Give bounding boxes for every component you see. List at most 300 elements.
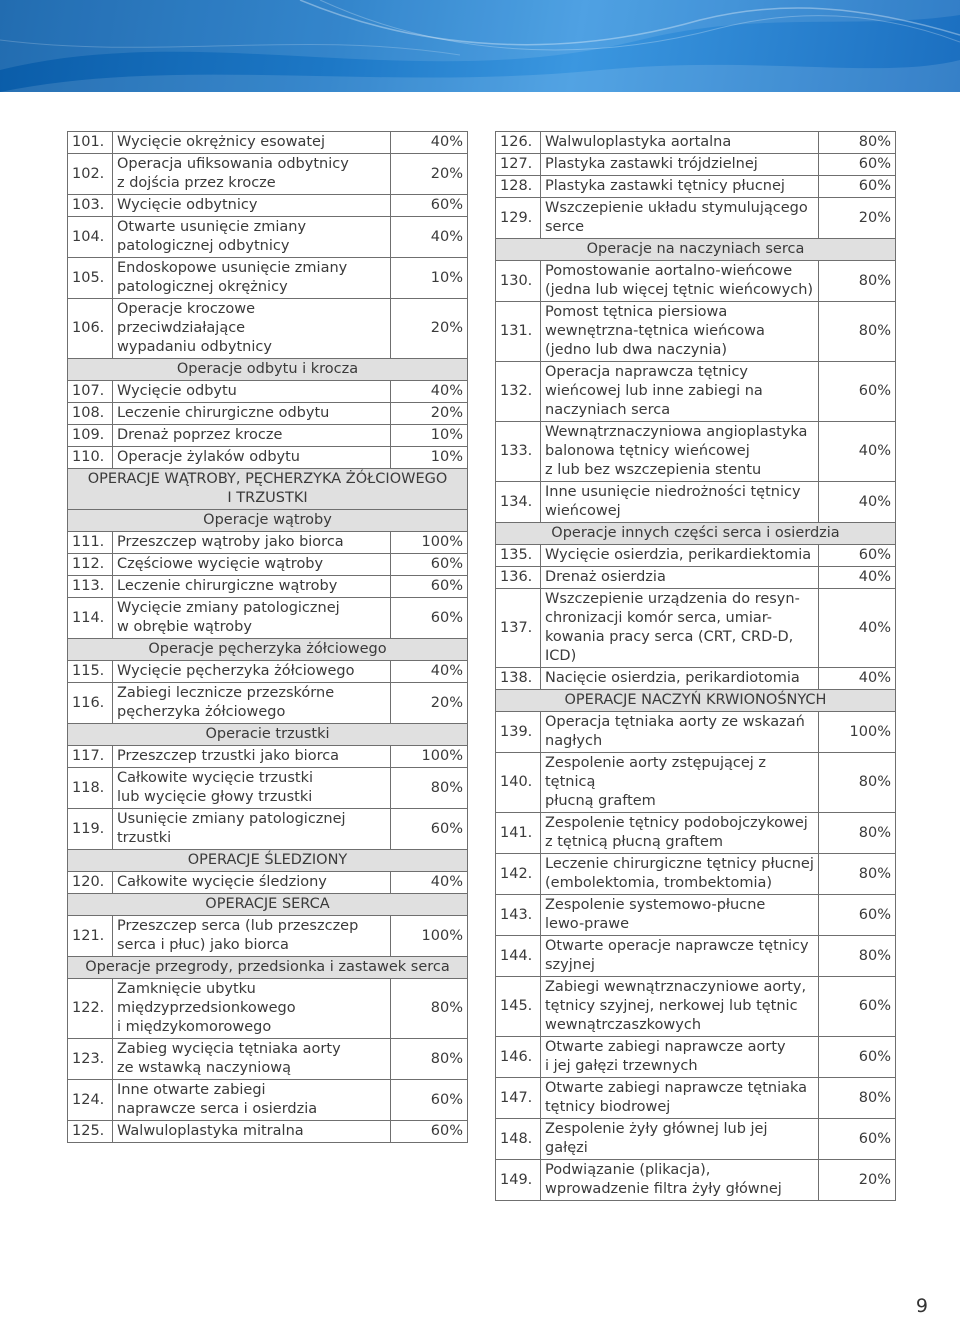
procedure-name — [541, 261, 819, 302]
procedure-name — [541, 936, 819, 977]
procedure-name-line: lewo-prawe — [545, 916, 630, 932]
procedure-number: 131. — [496, 302, 541, 362]
procedure-number: 108. — [68, 403, 113, 425]
procedure-number: 127. — [496, 154, 541, 176]
procedure-name-line: Leczenie chirurgiczne odbytu — [117, 405, 330, 421]
procedure-name-line: pęcherzyka żółciowego — [117, 704, 286, 720]
table-row — [68, 768, 468, 809]
procedure-number: 143. — [496, 895, 541, 936]
procedure-name — [541, 753, 819, 813]
procedure-number: 105. — [68, 258, 113, 299]
procedure-name-line: Leczenie chirurgiczne wątroby — [117, 578, 338, 594]
procedure-name-line: Wszczepienie urządzenia do resyn- — [545, 591, 800, 607]
procedure-name-line: wieńcowej — [545, 503, 621, 519]
procedure-name — [541, 977, 819, 1037]
procedure-name — [541, 567, 819, 589]
section-header — [68, 724, 468, 746]
procedure-name — [113, 1039, 391, 1080]
benefit-percent: 100% — [391, 916, 468, 957]
table-row — [496, 482, 896, 523]
procedure-number: 123. — [68, 1039, 113, 1080]
procedure-number: 146. — [496, 1037, 541, 1078]
table-row — [68, 872, 468, 894]
table-row — [496, 422, 896, 482]
table-row — [496, 302, 896, 362]
procedure-name-line: serca i płuc) jako biorca — [117, 937, 289, 953]
procedure-name — [541, 132, 819, 154]
table-row — [496, 1078, 896, 1119]
procedure-name-line: naczyniach serca — [545, 402, 671, 418]
benefit-percent: 60% — [391, 1121, 468, 1143]
benefit-percent: 60% — [391, 195, 468, 217]
table-row — [496, 154, 896, 176]
procedure-name-line: Zamknięcie ubytku — [117, 981, 256, 997]
procedure-name-line: Wycięcie odbytu — [117, 383, 237, 399]
procedure-number: 135. — [496, 545, 541, 567]
procedure-name — [541, 482, 819, 523]
procedure-number: 116. — [68, 683, 113, 724]
procedure-number: 114. — [68, 598, 113, 639]
procedure-number: 107. — [68, 381, 113, 403]
section-title-line: Operacie trzustki — [205, 726, 330, 742]
procedure-name-line: Usunięcie zmiany patologicznej — [117, 811, 346, 827]
procedure-name-line: tętnicy szyjnej, nerkowej lub tętnic — [545, 998, 798, 1014]
section-title — [68, 850, 468, 872]
procedure-name-line: Walwuloplastyka mitralna — [117, 1123, 304, 1139]
procedure-number: 125. — [68, 1121, 113, 1143]
benefit-percent: 60% — [819, 1037, 896, 1078]
procedure-name — [541, 302, 819, 362]
procedure-name — [541, 1078, 819, 1119]
table-row — [496, 545, 896, 567]
procedure-name — [113, 683, 391, 724]
section-title-line: Operacje na naczyniach serca — [586, 241, 805, 257]
procedure-name — [113, 661, 391, 683]
procedure-name-line: Pomost tętnica piersiowa — [545, 304, 728, 320]
procedure-name — [113, 872, 391, 894]
procedure-name — [113, 979, 391, 1039]
procedure-name — [541, 545, 819, 567]
benefit-percent: 10% — [391, 447, 468, 469]
benefit-percent: 60% — [391, 554, 468, 576]
procedure-name-line: Przeszczep trzustki jako biorca — [117, 748, 340, 764]
procedure-name — [541, 854, 819, 895]
procedure-number: 149. — [496, 1160, 541, 1201]
procedure-name — [541, 813, 819, 854]
procedure-name-line: wewnątrczaszkowych — [545, 1017, 702, 1033]
table-row — [68, 132, 468, 154]
procedure-name-line: Endoskopowe usunięcie zmiany — [117, 260, 348, 276]
section-title — [68, 894, 468, 916]
benefit-percent: 80% — [819, 302, 896, 362]
procedure-name-line: nagłych — [545, 733, 603, 749]
procedure-name — [113, 403, 391, 425]
procedure-name — [541, 176, 819, 198]
section-title-line: OPERACJE WĄTROBY, PĘCHERZYKA ŻÓŁCIOWEGO — [87, 471, 448, 487]
benefit-percent: 60% — [819, 362, 896, 422]
procedure-name-line: Operacje żylaków odbytu — [117, 449, 300, 465]
table-row — [496, 261, 896, 302]
procedure-number: 132. — [496, 362, 541, 422]
table-row — [68, 683, 468, 724]
section-title — [68, 359, 468, 381]
procedure-name — [541, 668, 819, 690]
procedure-number: 136. — [496, 567, 541, 589]
procedure-name — [541, 712, 819, 753]
table-row — [496, 362, 896, 422]
procedure-number: 119. — [68, 809, 113, 850]
benefit-percent: 20% — [391, 299, 468, 359]
table-row — [68, 1080, 468, 1121]
table-row — [68, 447, 468, 469]
section-title — [68, 724, 468, 746]
procedure-name-line: Pomostowanie aortalno-wieńcowe — [545, 263, 793, 279]
table-row — [496, 1160, 896, 1201]
procedure-name — [113, 809, 391, 850]
section-header — [496, 523, 896, 545]
procedure-number: 124. — [68, 1080, 113, 1121]
benefit-percent: 80% — [819, 261, 896, 302]
benefit-percent: 80% — [819, 1078, 896, 1119]
procedure-name-line: Przeszczep serca (lub przeszczep — [117, 918, 359, 934]
procedure-name — [113, 299, 391, 359]
table-row — [496, 668, 896, 690]
procedure-name — [541, 589, 819, 668]
procedure-number: 118. — [68, 768, 113, 809]
procedure-number: 139. — [496, 712, 541, 753]
benefit-percent: 20% — [391, 403, 468, 425]
table-row — [496, 567, 896, 589]
procedure-name — [113, 154, 391, 195]
benefit-percent: 100% — [391, 746, 468, 768]
table-row — [68, 532, 468, 554]
procedure-number: 113. — [68, 576, 113, 598]
procedure-name-line: i jej gałęzi trzewnych — [545, 1058, 698, 1074]
procedure-number: 111. — [68, 532, 113, 554]
procedure-name-line: Zespolenie żyły głównej lub jej gałęzi — [545, 1121, 768, 1156]
procedure-number: 121. — [68, 916, 113, 957]
procedure-name-line: balonowa tętnicy wieńcowej — [545, 443, 750, 459]
procedure-number: 115. — [68, 661, 113, 683]
procedure-number: 101. — [68, 132, 113, 154]
benefit-percent: 60% — [391, 1080, 468, 1121]
procedure-number: 103. — [68, 195, 113, 217]
table-row — [68, 746, 468, 768]
procedure-name-line: patologicznej odbytnicy — [117, 238, 290, 254]
procedure-name — [113, 532, 391, 554]
procedure-name — [113, 258, 391, 299]
table-row — [496, 854, 896, 895]
procedure-name — [541, 1160, 819, 1201]
table-row — [496, 936, 896, 977]
table-row — [68, 576, 468, 598]
benefit-percent: 60% — [391, 576, 468, 598]
procedure-name — [113, 195, 391, 217]
section-title — [68, 510, 468, 532]
section-title-line: Operacje wątroby — [203, 512, 332, 528]
procedure-name-line: z tętnicą płucną graftem — [545, 834, 724, 850]
section-title — [496, 690, 896, 712]
benefit-percent: 40% — [819, 567, 896, 589]
table-row — [496, 813, 896, 854]
procedure-number: 140. — [496, 753, 541, 813]
table-row — [68, 916, 468, 957]
procedure-number: 129. — [496, 198, 541, 239]
procedure-name-line: Wycięcie okrężnicy esowatej — [117, 134, 325, 150]
table-row — [68, 1121, 468, 1143]
section-title — [68, 639, 468, 661]
section-header — [496, 239, 896, 261]
procedure-name-line: Całkowite wycięcie śledziony — [117, 874, 327, 890]
procedure-name-line: z dojścia przez krocze — [117, 175, 276, 191]
table-row — [68, 661, 468, 683]
procedure-name-line: tętnicy biodrowej — [545, 1099, 671, 1115]
benefit-percent: 60% — [819, 895, 896, 936]
section-title-line: Operacje przegrody, przedsionka i zastawek serca — [85, 959, 450, 975]
procedure-number: 148. — [496, 1119, 541, 1160]
procedure-number: 110. — [68, 447, 113, 469]
procedure-name-line: wypadaniu odbytnicy — [117, 339, 272, 355]
section-title-line: Operacje innych części serca i osierdzia — [551, 525, 840, 541]
procedure-name-line: Wycięcie osierdzia, perikardiektomia — [545, 547, 812, 563]
procedure-name-line: Wycięcie odbytnicy — [117, 197, 258, 213]
procedure-name-line: Drenaż poprzez krocze — [117, 427, 283, 443]
table-row — [68, 258, 468, 299]
procedure-name-line: wprowadzenie filtra żyły głównej — [545, 1181, 782, 1197]
section-title-line: Operacje odbytu i krocza — [176, 361, 359, 377]
procedure-name — [113, 381, 391, 403]
section-header — [68, 639, 468, 661]
benefit-percent: 40% — [391, 132, 468, 154]
procedure-name — [113, 768, 391, 809]
section-header — [68, 510, 468, 532]
benefit-percent: 20% — [391, 683, 468, 724]
procedure-number: 137. — [496, 589, 541, 668]
procedure-name — [541, 1119, 819, 1160]
procedure-name-line: Walwuloplastyka aortalna — [545, 134, 732, 150]
benefit-percent: 40% — [819, 589, 896, 668]
procedure-number: 138. — [496, 668, 541, 690]
benefit-percent: 60% — [819, 545, 896, 567]
benefit-percent: 40% — [819, 422, 896, 482]
benefit-percent: 40% — [391, 661, 468, 683]
benefit-percent: 100% — [819, 712, 896, 753]
section-header — [68, 359, 468, 381]
procedure-name-line: Nacięcie osierdzia, perikardiotomia — [545, 670, 800, 686]
table-row — [496, 977, 896, 1037]
procedure-number: 106. — [68, 299, 113, 359]
benefit-percent: 20% — [819, 1160, 896, 1201]
benefit-percent: 60% — [391, 598, 468, 639]
procedure-number: 117. — [68, 746, 113, 768]
procedure-name — [113, 132, 391, 154]
table-row — [496, 712, 896, 753]
benefit-percent: 10% — [391, 425, 468, 447]
table-row — [496, 753, 896, 813]
procedure-number: 112. — [68, 554, 113, 576]
table-row — [496, 1119, 896, 1160]
benefit-percent: 80% — [391, 1039, 468, 1080]
procedure-name — [541, 895, 819, 936]
procedure-name-line: Operacja ufiksowania odbytnicy — [117, 156, 349, 172]
procedure-name — [113, 447, 391, 469]
procedure-name-line: Przeszczep wątroby jako biorca — [117, 534, 344, 550]
procedure-name-line: Otwarte usunięcie zmiany — [117, 219, 307, 235]
procedure-name-line: Wewnątrznaczyniowa angioplastyka — [545, 424, 808, 440]
section-title-line: OPERACJE ŚLEDZIONY — [187, 852, 348, 868]
section-title — [496, 239, 896, 261]
procedure-name-line: Inne usunięcie niedrożności tętnicy — [545, 484, 801, 500]
benefit-percent: 40% — [819, 668, 896, 690]
procedure-name-line: Inne otwarte zabiegi — [117, 1082, 266, 1098]
procedure-name — [541, 1037, 819, 1078]
procedure-name-line: Zabiegi lecznicze przezskórne — [117, 685, 335, 701]
procedure-number: 102. — [68, 154, 113, 195]
procedure-name-line: lub wycięcie głowy trzustki — [117, 789, 313, 805]
procedure-name — [113, 746, 391, 768]
benefit-percent: 10% — [391, 258, 468, 299]
procedure-number: 134. — [496, 482, 541, 523]
benefit-percent: 40% — [819, 482, 896, 523]
benefit-percent: 80% — [391, 979, 468, 1039]
procedure-name-line: Wycięcie zmiany patologicznej — [117, 600, 340, 616]
procedure-number: 130. — [496, 261, 541, 302]
benefit-percent: 80% — [819, 854, 896, 895]
table-row — [68, 598, 468, 639]
procedure-name — [541, 154, 819, 176]
procedure-name-line: (jedno lub dwa naczynia) — [545, 342, 728, 358]
procedure-number: 126. — [496, 132, 541, 154]
table-row — [496, 132, 896, 154]
procedure-name-line: z lub bez wszczepienia stentu — [545, 462, 762, 478]
benefit-percent: 80% — [391, 768, 468, 809]
procedure-name — [113, 598, 391, 639]
procedure-name-line: (jedna lub więcej tętnic wieńcowych) — [545, 282, 814, 298]
procedure-name-line: naprawcze serca i osierdzia — [117, 1101, 318, 1117]
procedure-number: 147. — [496, 1078, 541, 1119]
benefit-percent: 60% — [819, 176, 896, 198]
table-row — [68, 299, 468, 359]
table-row — [496, 895, 896, 936]
section-title-line: I TRZUSTKI — [227, 490, 308, 506]
procedure-name-line: (embolektomia, trombektomia) — [545, 875, 773, 891]
table-row — [496, 1037, 896, 1078]
procedure-name-line: Leczenie chirurgiczne tętnicy płucnej — [545, 856, 814, 872]
procedure-name-line: Otwarte operacje naprawcze tętnicy — [545, 938, 809, 954]
procedure-name-line: Plastyka zastawki trójdzielnej — [545, 156, 758, 172]
benefit-percent: 40% — [391, 381, 468, 403]
procedure-name — [113, 554, 391, 576]
procedure-number: 120. — [68, 872, 113, 894]
procedure-name-line: szyjnej — [545, 957, 595, 973]
procedure-name-line: chronizacji komór serca, umiar- — [545, 610, 773, 626]
procedure-name-line: Zespolenie aorty zstępującej z tętnicą — [545, 755, 766, 790]
table-row — [68, 1039, 468, 1080]
benefit-percent: 80% — [819, 936, 896, 977]
procedure-name-line: Drenaż osierdzia — [545, 569, 666, 585]
procedure-name-line: Otwarte zabiegi naprawcze tętniaka — [545, 1080, 808, 1096]
benefit-percent: 60% — [819, 1119, 896, 1160]
procedure-name — [113, 1121, 391, 1143]
procedure-name-line: płucną graftem — [545, 793, 656, 809]
table-row — [68, 217, 468, 258]
table-row — [68, 425, 468, 447]
procedures-table-left — [67, 131, 468, 1143]
page-number: 9 — [915, 1295, 928, 1317]
procedure-number: 145. — [496, 977, 541, 1037]
procedure-name-line: wewnętrzna-tętnica wieńcowa — [545, 323, 765, 339]
table-row — [496, 176, 896, 198]
benefit-percent: 40% — [391, 217, 468, 258]
benefit-percent: 20% — [819, 198, 896, 239]
section-header — [68, 957, 468, 979]
procedure-name — [113, 916, 391, 957]
procedure-name-line: w obrębie wątroby — [117, 619, 252, 635]
benefit-percent: 80% — [819, 813, 896, 854]
procedure-name-line: Zespolenie tętnicy podobojczykowej — [545, 815, 808, 831]
procedure-number: 128. — [496, 176, 541, 198]
benefit-percent: 20% — [391, 154, 468, 195]
procedure-name-line: kowania pracy serca (CRT, CRD-D, ICD) — [545, 629, 794, 664]
table-row — [496, 589, 896, 668]
table-row — [68, 381, 468, 403]
section-header — [68, 894, 468, 916]
procedure-number: 104. — [68, 217, 113, 258]
benefit-percent: 60% — [391, 809, 468, 850]
procedure-name — [541, 198, 819, 239]
benefit-percent: 60% — [819, 977, 896, 1037]
procedure-name — [113, 425, 391, 447]
section-title-line: OPERACJE NACZYŃ KRWIONOŚNYCH — [564, 692, 827, 708]
table-row — [68, 979, 468, 1039]
procedure-name-line: Zabieg wycięcia tętniaka aorty — [117, 1041, 341, 1057]
table-row — [68, 403, 468, 425]
procedure-name-line: Zabiegi wewnątrznaczyniowe aorty, — [545, 979, 807, 995]
section-title — [68, 469, 468, 510]
procedure-name-line: i międzykomorowego — [117, 1019, 272, 1035]
procedure-number: 144. — [496, 936, 541, 977]
procedure-name-line: Wycięcie pęcherzyka żółciowego — [117, 663, 355, 679]
procedure-name-line: Całkowite wycięcie trzustki — [117, 770, 313, 786]
section-title-line: Operacje pęcherzyka żółciowego — [148, 641, 387, 657]
procedure-name — [113, 217, 391, 258]
section-header — [68, 850, 468, 872]
table-row — [68, 154, 468, 195]
procedure-name-line: Wszczepienie układu stymulującego — [545, 200, 808, 216]
procedure-name — [113, 576, 391, 598]
table-row — [68, 809, 468, 850]
procedure-name-line: patologicznej okrężnicy — [117, 279, 288, 295]
benefit-percent: 40% — [391, 872, 468, 894]
procedure-name-line: międzyprzedsionkowego — [117, 1000, 296, 1016]
procedure-name-line: serce — [545, 219, 585, 235]
header-banner — [0, 0, 960, 92]
procedure-number: 142. — [496, 854, 541, 895]
procedure-name-line: Częściowe wycięcie wątroby — [117, 556, 324, 572]
procedures-table-right — [495, 131, 896, 1201]
procedure-name — [113, 1080, 391, 1121]
section-header — [496, 690, 896, 712]
table-row — [496, 198, 896, 239]
procedure-name-line: Operacja tętniaka aorty ze wskazań — [545, 714, 805, 730]
section-header — [68, 469, 468, 510]
benefit-percent: 80% — [819, 132, 896, 154]
procedure-name-line: ze wstawką naczyniową — [117, 1060, 291, 1076]
section-title — [496, 523, 896, 545]
procedure-name-line: Operacja naprawcza tętnicy — [545, 364, 749, 380]
procedure-number: 109. — [68, 425, 113, 447]
benefit-percent: 60% — [819, 154, 896, 176]
